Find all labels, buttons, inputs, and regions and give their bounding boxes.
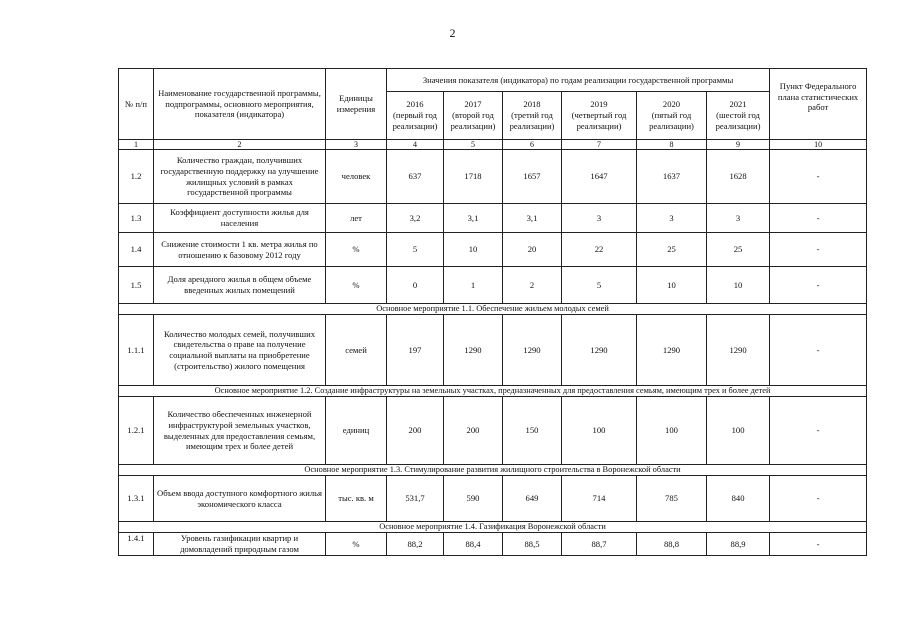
- table-row: [119, 533, 867, 556]
- section-header-row: [119, 522, 867, 533]
- row-num: 1.5: [119, 267, 154, 304]
- section-header-row: [119, 304, 867, 315]
- column-numbers-row: [119, 140, 867, 150]
- row-value: 88,9: [707, 533, 770, 556]
- section-title: Основное мероприятие 1.2. Создание инфраструктуры на земельных участках, предназначенных для предоставления семьям, имеющим трех и более детей: [119, 386, 867, 397]
- header-year-cell: 2019 (четвертый год реализации): [562, 92, 637, 140]
- row-value: 100: [562, 397, 637, 465]
- row-value: 10: [637, 267, 707, 304]
- row-value: 150: [503, 397, 562, 465]
- row-unit: лет: [326, 204, 387, 233]
- header-col-num: № п/п: [119, 69, 154, 140]
- row-name: Количество обеспеченных инженерной инфраструктурой земельных участков, выделенных для предоставления семьям, имеющим трех и более детей: [154, 397, 326, 465]
- section-header-row: [119, 386, 867, 397]
- row-num: 1.4.1: [119, 533, 154, 556]
- header-col-name: Наименование государственной программы, подпрограммы, основного мероприятия, показателя (индикатора): [154, 69, 326, 140]
- row-num: 1.3: [119, 204, 154, 233]
- row-unit: единиц: [326, 397, 387, 465]
- row-value: 3,2: [387, 204, 444, 233]
- row-num: 1.3.1: [119, 476, 154, 522]
- row-value: 88,2: [387, 533, 444, 556]
- row-value: 197: [387, 315, 444, 386]
- row-name: Уровень газификации квартир и домовладений природным газом: [154, 533, 326, 556]
- row-value: 3: [637, 204, 707, 233]
- row-value: 1637: [637, 150, 707, 204]
- header-col-unit: Единицы измерения: [326, 69, 387, 140]
- row-value: 1647: [562, 150, 637, 204]
- row-value: 1290: [503, 315, 562, 386]
- row-value: 1290: [637, 315, 707, 386]
- row-value: 637: [387, 150, 444, 204]
- row-value: 5: [387, 233, 444, 267]
- row-name: Коэффициент доступности жилья для населения: [154, 204, 326, 233]
- row-value: 1628: [707, 150, 770, 204]
- row-value: 1718: [444, 150, 503, 204]
- column-number: 3: [326, 140, 387, 150]
- page-number: 2: [449, 26, 456, 40]
- row-value: 840: [707, 476, 770, 522]
- header-year-cell: 2018 (третий год реализации): [503, 92, 562, 140]
- row-value: 1290: [562, 315, 637, 386]
- section-title: Основное мероприятие 1.3. Стимулирование развития жилищного строительства в Воронежской области: [119, 465, 867, 476]
- row-federal: -: [770, 476, 867, 522]
- table-row: [119, 267, 867, 304]
- table-row: [119, 476, 867, 522]
- header-col-values: Значения показателя (индикатора) по годам реализации государственной программы: [387, 69, 770, 92]
- row-value: 1: [444, 267, 503, 304]
- row-value: 1290: [707, 315, 770, 386]
- row-name: Объем ввода доступного комфортного жилья экономического класса: [154, 476, 326, 522]
- row-value: 200: [444, 397, 503, 465]
- row-unit: человек: [326, 150, 387, 204]
- row-unit: тыс. кв. м: [326, 476, 387, 522]
- row-num: 1.4: [119, 233, 154, 267]
- column-number: 4: [387, 140, 444, 150]
- row-value: 3: [707, 204, 770, 233]
- row-name: Количество граждан, получивших государственную поддержку на улучшение жилищных условий в рамках государственной программы: [154, 150, 326, 204]
- header-year-cell: 2021 (шестой год реализации): [707, 92, 770, 140]
- column-number: 10: [770, 140, 867, 150]
- row-value: 100: [707, 397, 770, 465]
- row-num: 1.2: [119, 150, 154, 204]
- row-value: 3,1: [503, 204, 562, 233]
- row-value: 649: [503, 476, 562, 522]
- row-value: 88,5: [503, 533, 562, 556]
- row-value: 2: [503, 267, 562, 304]
- header-col-federal: Пункт Федерального плана статистических работ: [770, 69, 867, 140]
- row-value: 531,7: [387, 476, 444, 522]
- row-value: 25: [637, 233, 707, 267]
- row-value: 5: [562, 267, 637, 304]
- row-value: 3,1: [444, 204, 503, 233]
- table-row: [119, 315, 867, 386]
- indicators-table: [118, 68, 867, 556]
- column-number: 9: [707, 140, 770, 150]
- row-value: 1290: [444, 315, 503, 386]
- row-federal: -: [770, 315, 867, 386]
- row-value: 590: [444, 476, 503, 522]
- row-name: Количество молодых семей, получивших свидетельства о праве на получение социальной выплаты на приобретение (строительство) жилого помещения: [154, 315, 326, 386]
- row-value: 100: [637, 397, 707, 465]
- row-federal: -: [770, 533, 867, 556]
- header-year-cell: 2017 (второй год реализации): [444, 92, 503, 140]
- column-number: 2: [154, 140, 326, 150]
- row-federal: -: [770, 397, 867, 465]
- column-number: 6: [503, 140, 562, 150]
- table-row: [119, 204, 867, 233]
- row-value: 22: [562, 233, 637, 267]
- section-header-row: [119, 465, 867, 476]
- section-title: Основное мероприятие 1.1. Обеспечение жильем молодых семей: [119, 304, 867, 315]
- row-value: 785: [637, 476, 707, 522]
- column-number: 7: [562, 140, 637, 150]
- column-number: 5: [444, 140, 503, 150]
- header-year-cell: 2016 (первый год реализации): [387, 92, 444, 140]
- row-value: 88,8: [637, 533, 707, 556]
- row-value: 88,4: [444, 533, 503, 556]
- row-value: 714: [562, 476, 637, 522]
- table-row: [119, 233, 867, 267]
- row-federal: -: [770, 267, 867, 304]
- row-num: 1.1.1: [119, 315, 154, 386]
- row-value: 10: [707, 267, 770, 304]
- header-year-cell: 2020 (пятый год реализации): [637, 92, 707, 140]
- row-value: 25: [707, 233, 770, 267]
- row-value: 88,7: [562, 533, 637, 556]
- row-unit: %: [326, 533, 387, 556]
- row-value: 10: [444, 233, 503, 267]
- row-value: 20: [503, 233, 562, 267]
- row-federal: -: [770, 150, 867, 204]
- table-row: [119, 150, 867, 204]
- table-row: [119, 397, 867, 465]
- section-title: Основное мероприятие 1.4. Газификация Воронежской области: [119, 522, 867, 533]
- row-value: 3: [562, 204, 637, 233]
- row-value: 1657: [503, 150, 562, 204]
- row-name: Доля арендного жилья в общем объеме введенных жилых помещений: [154, 267, 326, 304]
- row-name: Снижение стоимости 1 кв. метра жилья по отношению к базовому 2012 году: [154, 233, 326, 267]
- row-num: 1.2.1: [119, 397, 154, 465]
- row-federal: -: [770, 204, 867, 233]
- row-federal: -: [770, 233, 867, 267]
- header-row: [119, 69, 867, 92]
- row-value: 200: [387, 397, 444, 465]
- row-unit: семей: [326, 315, 387, 386]
- column-number: 8: [637, 140, 707, 150]
- row-unit: %: [326, 233, 387, 267]
- column-number: 1: [119, 140, 154, 150]
- row-value: 0: [387, 267, 444, 304]
- row-unit: %: [326, 267, 387, 304]
